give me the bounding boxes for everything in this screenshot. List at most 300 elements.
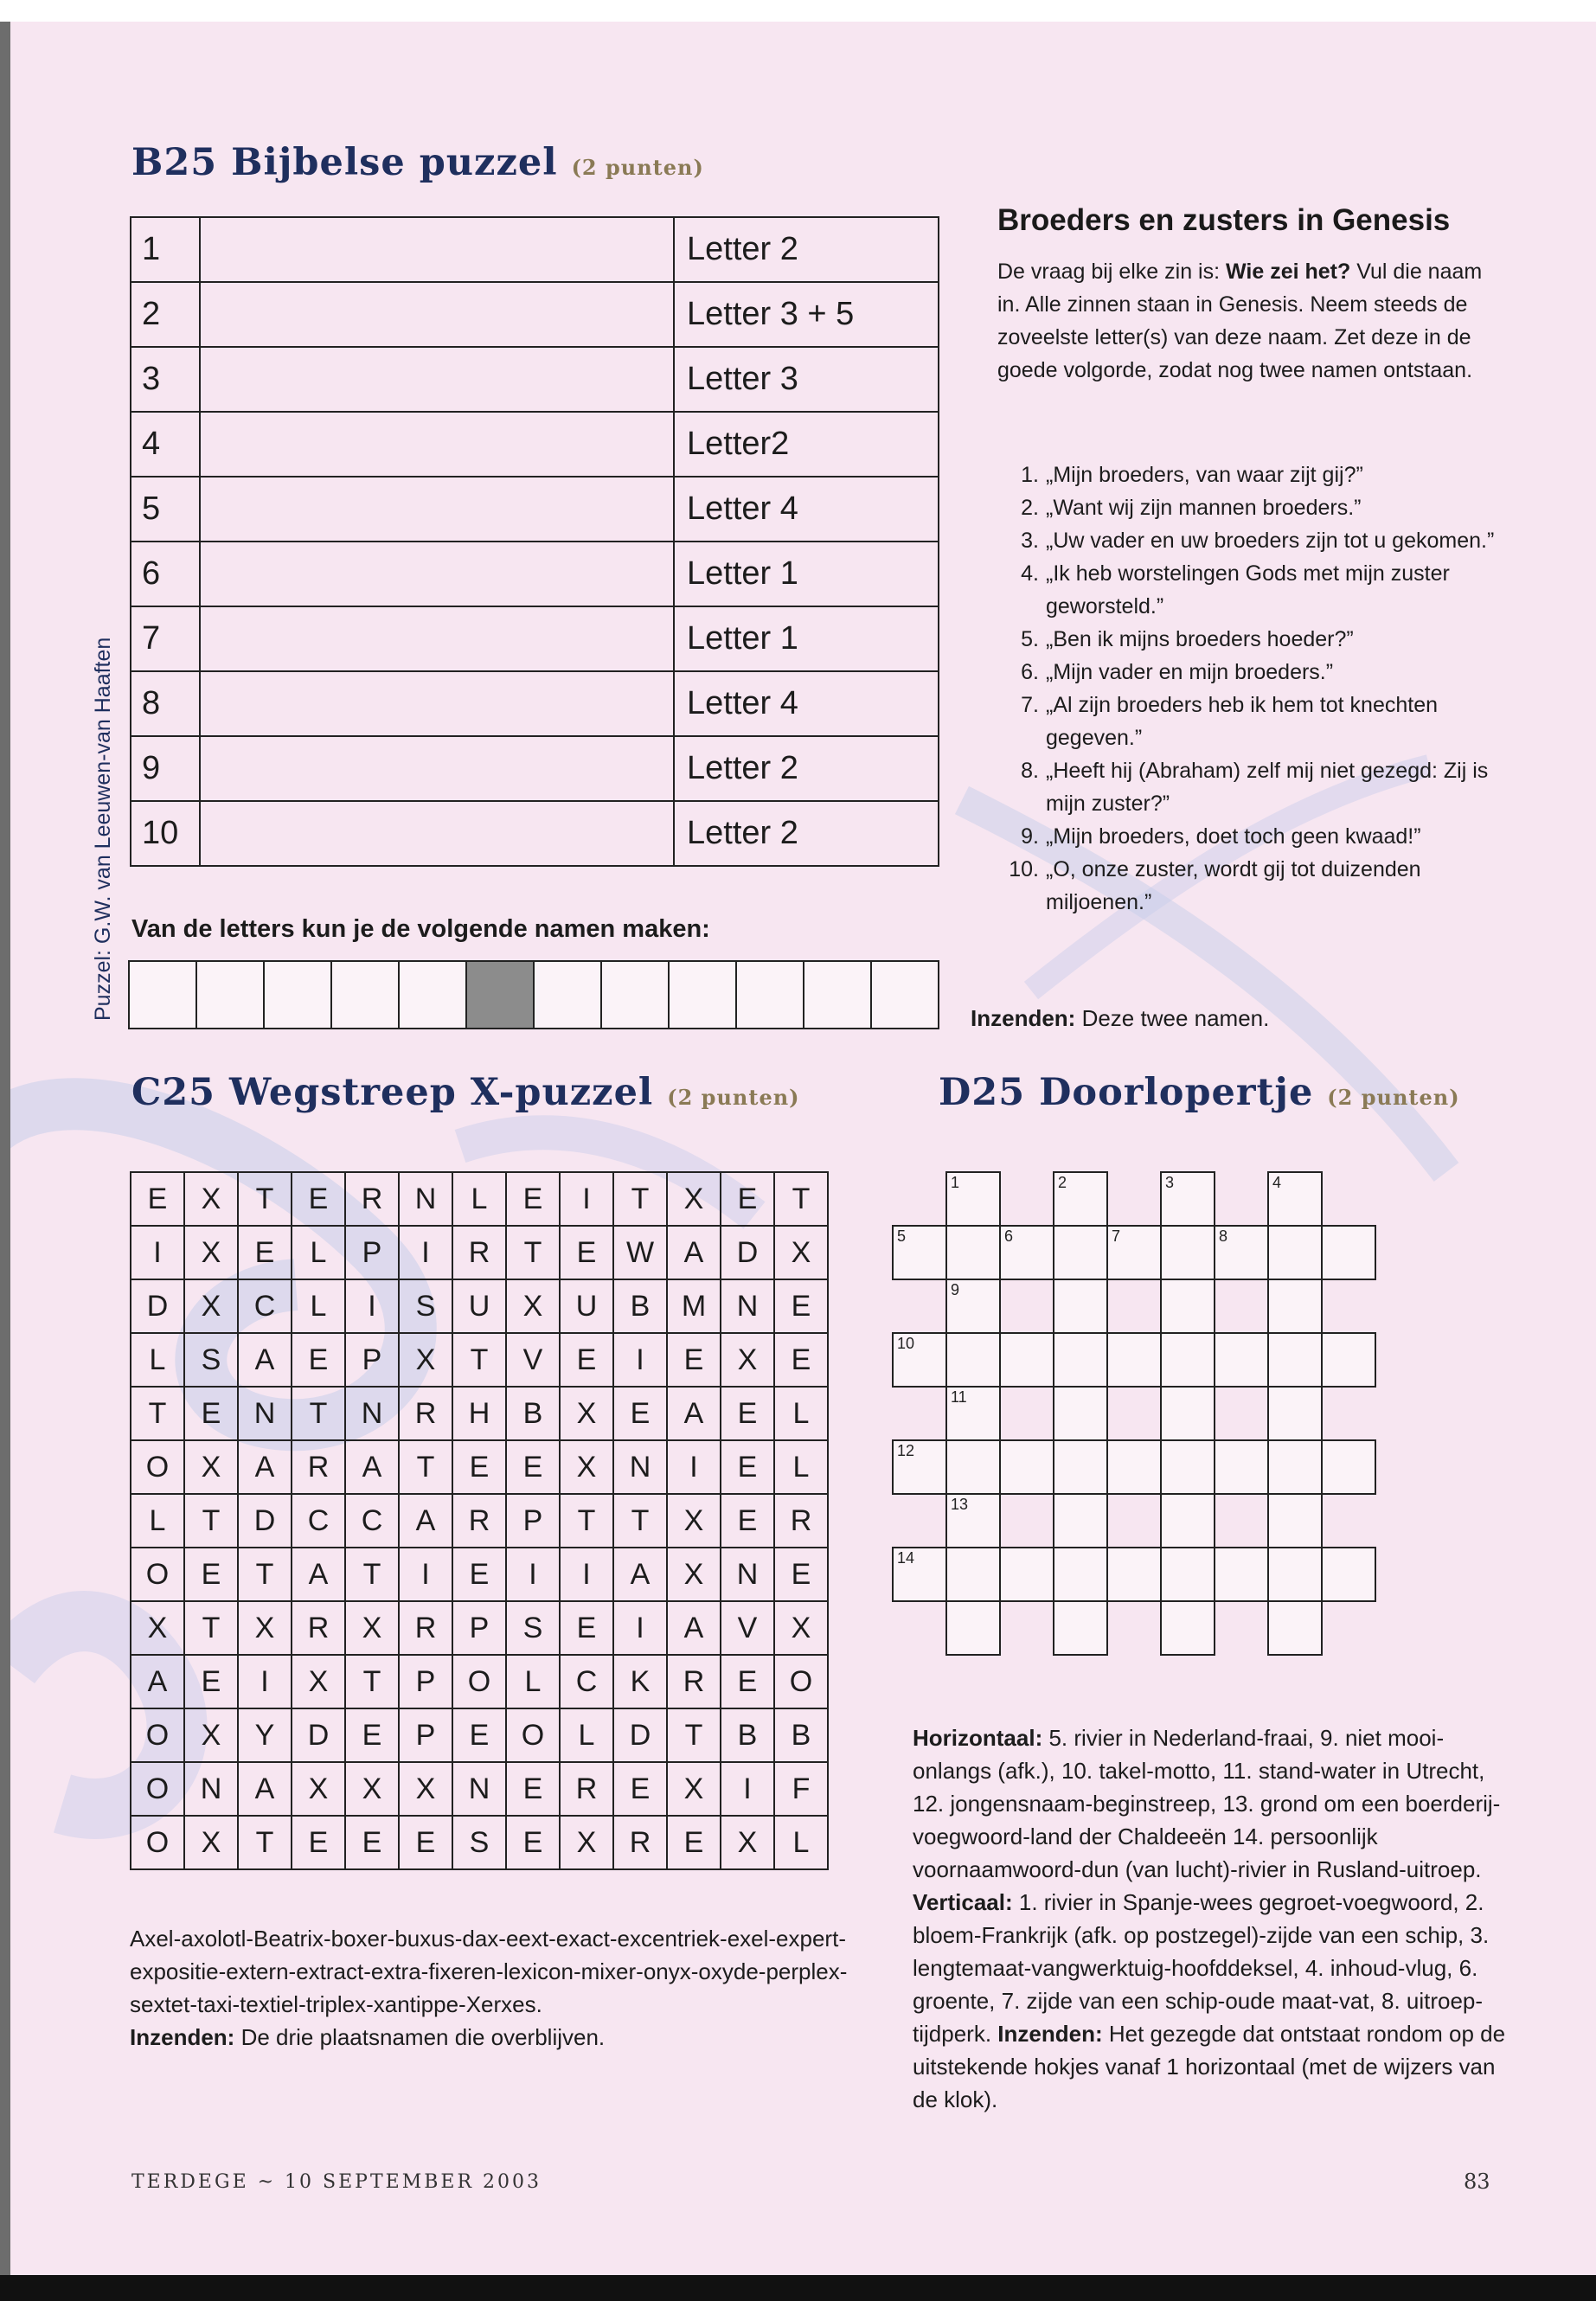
row-number: 3 — [131, 347, 200, 412]
d25-points: (2 punten) — [1327, 1085, 1460, 1110]
crossword-cell[interactable] — [1053, 1439, 1108, 1495]
c25-letter-grid — [130, 1171, 829, 1870]
crossword-cell[interactable] — [999, 1225, 1054, 1280]
crossword-cell[interactable] — [945, 1279, 1001, 1334]
b25-title: Bijbelse puzzel — [231, 141, 558, 184]
grid-letter-cell[interactable]: T — [238, 1816, 292, 1869]
name-box[interactable] — [735, 960, 804, 1029]
grid-letter-cell[interactable]: X — [560, 1387, 613, 1440]
crossword-cell[interactable] — [1160, 1171, 1215, 1227]
answer-cell[interactable] — [200, 412, 674, 477]
grid-letter-cell[interactable]: E — [238, 1226, 292, 1279]
name-box[interactable] — [128, 960, 197, 1029]
footer-publication: TERDEGE ~ 10 SEPTEMBER 2003 — [131, 2171, 542, 2193]
grid-letter-cell[interactable]: L — [131, 1494, 184, 1548]
grid-letter-cell[interactable]: T — [774, 1172, 828, 1226]
grid-row — [131, 1387, 828, 1440]
grid-letter-cell[interactable]: A — [399, 1494, 452, 1548]
crossword-cell[interactable] — [945, 1386, 1001, 1441]
grid-letter-cell[interactable]: X — [345, 1762, 399, 1816]
grid-row — [131, 1655, 828, 1708]
crossword-cell[interactable] — [999, 1332, 1054, 1388]
crossword-cell[interactable] — [1267, 1332, 1323, 1388]
crossword-cell[interactable] — [1214, 1547, 1269, 1602]
crossword-cell[interactable] — [1321, 1332, 1376, 1388]
crossword-cell[interactable] — [1053, 1332, 1108, 1388]
grid-letter-cell[interactable]: X — [560, 1440, 613, 1494]
grid-letter-cell[interactable]: O — [774, 1655, 828, 1708]
grid-letter-cell[interactable]: S — [506, 1601, 560, 1655]
grid-letter-cell[interactable]: D — [131, 1279, 184, 1333]
grid-letter-cell[interactable]: T — [184, 1494, 238, 1548]
grid-letter-cell[interactable]: E — [131, 1172, 184, 1226]
crossword-cell[interactable] — [945, 1332, 1001, 1388]
crossword-cell[interactable] — [1267, 1225, 1323, 1280]
grid-letter-cell[interactable]: T — [345, 1548, 399, 1601]
b25-row — [131, 412, 939, 477]
quote-number: 2. — [1021, 496, 1039, 520]
grid-letter-cell[interactable]: X — [560, 1816, 613, 1869]
grid-letter-cell[interactable]: X — [506, 1279, 560, 1333]
quote-text: „Mijn broeders, doet toch geen kwaad!” — [1046, 824, 1421, 849]
answer-cell[interactable] — [200, 477, 674, 542]
grid-letter-cell[interactable]: E — [721, 1440, 774, 1494]
crossword-cell[interactable] — [945, 1439, 1001, 1495]
clue-number: 3 — [1165, 1174, 1175, 1191]
crossword-cell[interactable] — [1321, 1225, 1376, 1280]
grid-letter-cell[interactable]: E — [774, 1279, 828, 1333]
crossword-cell[interactable] — [945, 1171, 1001, 1227]
grid-letter-cell[interactable]: T — [613, 1172, 667, 1226]
crossword-cell[interactable] — [892, 1547, 947, 1602]
grid-letter-cell[interactable]: I — [345, 1279, 399, 1333]
grid-letter-cell[interactable]: A — [345, 1440, 399, 1494]
grid-letter-cell[interactable]: N — [613, 1440, 667, 1494]
grid-letter-cell[interactable]: U — [452, 1279, 506, 1333]
name-separator-box — [465, 960, 535, 1029]
grid-letter-cell[interactable]: R — [452, 1226, 506, 1279]
grid-letter-cell[interactable]: E — [345, 1816, 399, 1869]
crossword-cell[interactable] — [1160, 1225, 1215, 1280]
crossword-cell[interactable] — [1053, 1225, 1108, 1280]
grid-letter-cell[interactable]: L — [774, 1816, 828, 1869]
grid-letter-cell[interactable]: C — [560, 1655, 613, 1708]
crossword-cell[interactable] — [1214, 1225, 1269, 1280]
grid-letter-cell[interactable]: E — [560, 1601, 613, 1655]
row-number: 1 — [131, 217, 200, 282]
grid-letter-cell[interactable]: E — [506, 1816, 560, 1869]
grid-letter-cell[interactable]: E — [560, 1226, 613, 1279]
grid-letter-cell[interactable]: A — [667, 1601, 721, 1655]
grid-letter-cell[interactable]: M — [667, 1279, 721, 1333]
grid-letter-cell[interactable]: E — [774, 1548, 828, 1601]
grid-letter-cell[interactable]: T — [292, 1387, 345, 1440]
grid-letter-cell[interactable]: V — [721, 1601, 774, 1655]
grid-letter-cell[interactable]: P — [399, 1708, 452, 1762]
grid-letter-cell[interactable]: I — [131, 1226, 184, 1279]
grid-letter-cell[interactable]: R — [292, 1440, 345, 1494]
grid-letter-cell[interactable]: A — [667, 1387, 721, 1440]
grid-letter-cell[interactable]: D — [292, 1708, 345, 1762]
crossword-cell[interactable] — [1053, 1171, 1108, 1227]
grid-letter-cell[interactable]: D — [721, 1226, 774, 1279]
grid-letter-cell[interactable]: K — [613, 1655, 667, 1708]
crossword-cell[interactable] — [892, 1439, 947, 1495]
grid-letter-cell[interactable]: U — [560, 1279, 613, 1333]
grid-letter-cell[interactable]: N — [721, 1548, 774, 1601]
crossword-cell[interactable] — [945, 1225, 1001, 1280]
grid-letter-cell[interactable]: L — [131, 1333, 184, 1387]
crossword-cell[interactable] — [1267, 1600, 1323, 1656]
grid-letter-cell[interactable]: E — [774, 1333, 828, 1387]
grid-letter-cell[interactable]: C — [238, 1279, 292, 1333]
grid-letter-cell[interactable]: E — [292, 1816, 345, 1869]
grid-letter-cell[interactable]: T — [399, 1440, 452, 1494]
b25-row — [131, 217, 939, 282]
name-box[interactable] — [533, 960, 602, 1029]
name-box[interactable] — [870, 960, 939, 1029]
grid-letter-cell[interactable]: D — [613, 1708, 667, 1762]
intro-question: Wie zei het? — [1226, 260, 1351, 284]
grid-letter-cell[interactable]: O — [131, 1708, 184, 1762]
grid-letter-cell[interactable]: X — [184, 1279, 238, 1333]
grid-letter-cell[interactable]: X — [292, 1762, 345, 1816]
clue-number: 1 — [951, 1174, 960, 1191]
grid-letter-cell[interactable]: S — [184, 1333, 238, 1387]
grid-letter-cell[interactable]: E — [506, 1172, 560, 1226]
grid-row — [131, 1226, 828, 1279]
grid-letter-cell[interactable]: O — [131, 1816, 184, 1869]
crossword-cell[interactable] — [1267, 1171, 1323, 1227]
grid-letter-cell[interactable]: N — [452, 1762, 506, 1816]
name-box[interactable] — [330, 960, 400, 1029]
clue-number: 8 — [1219, 1227, 1228, 1245]
crossword-cell[interactable] — [1214, 1439, 1269, 1495]
b25-answer-table — [130, 216, 939, 867]
grid-letter-cell[interactable]: E — [452, 1548, 506, 1601]
grid-letter-cell[interactable]: R — [452, 1494, 506, 1548]
grid-letter-cell[interactable]: X — [292, 1655, 345, 1708]
grid-letter-cell[interactable]: X — [184, 1172, 238, 1226]
answer-cell[interactable] — [200, 217, 674, 282]
clue-number: 4 — [1272, 1174, 1282, 1191]
quote-number: 4. — [1021, 561, 1039, 586]
grid-letter-cell[interactable]: P — [399, 1655, 452, 1708]
grid-letter-cell[interactable]: O — [506, 1708, 560, 1762]
crossword-cell[interactable] — [1160, 1439, 1215, 1495]
answer-cell[interactable] — [200, 801, 674, 866]
grid-row — [131, 1708, 828, 1762]
grid-letter-cell[interactable]: R — [560, 1762, 613, 1816]
quote-number: 6. — [1021, 660, 1039, 684]
grid-letter-cell[interactable]: I — [613, 1601, 667, 1655]
c25-points: (2 punten) — [667, 1085, 800, 1110]
name-box[interactable] — [803, 960, 872, 1029]
grid-letter-cell[interactable]: A — [667, 1226, 721, 1279]
grid-letter-cell[interactable]: E — [506, 1762, 560, 1816]
letter-hint: Letter 2 — [674, 736, 939, 801]
grid-letter-cell[interactable]: L — [774, 1387, 828, 1440]
crossword-cell[interactable] — [1053, 1386, 1108, 1441]
grid-letter-cell[interactable]: R — [774, 1494, 828, 1548]
grid-letter-cell[interactable]: B — [506, 1387, 560, 1440]
grid-letter-cell[interactable]: N — [721, 1279, 774, 1333]
grid-letter-cell[interactable]: P — [452, 1601, 506, 1655]
grid-letter-cell[interactable]: X — [667, 1548, 721, 1601]
grid-letter-cell[interactable]: E — [560, 1333, 613, 1387]
grid-letter-cell[interactable]: N — [399, 1172, 452, 1226]
quote-number: 1. — [1021, 463, 1039, 487]
grid-letter-cell[interactable]: P — [506, 1494, 560, 1548]
grid-letter-cell[interactable]: O — [131, 1548, 184, 1601]
grid-letter-cell[interactable]: T — [506, 1226, 560, 1279]
grid-letter-cell[interactable]: A — [238, 1762, 292, 1816]
grid-row — [131, 1494, 828, 1548]
grid-letter-cell[interactable]: E — [721, 1172, 774, 1226]
answer-cell[interactable] — [200, 606, 674, 671]
grid-letter-cell[interactable]: X — [345, 1601, 399, 1655]
grid-letter-cell[interactable]: B — [774, 1708, 828, 1762]
crossword-cell[interactable] — [1160, 1493, 1215, 1548]
grid-letter-cell[interactable]: I — [506, 1548, 560, 1601]
grid-letter-cell[interactable]: V — [506, 1333, 560, 1387]
answer-cell[interactable] — [200, 671, 674, 736]
grid-letter-cell[interactable]: F — [774, 1762, 828, 1816]
grid-letter-cell[interactable]: A — [613, 1548, 667, 1601]
grid-letter-cell[interactable]: S — [452, 1816, 506, 1869]
crossword-cell[interactable] — [1267, 1386, 1323, 1441]
grid-letter-cell[interactable]: L — [560, 1708, 613, 1762]
grid-letter-cell[interactable]: W — [613, 1226, 667, 1279]
crossword-cell[interactable] — [1267, 1493, 1323, 1548]
grid-letter-cell[interactable]: E — [613, 1387, 667, 1440]
crossword-cell[interactable] — [1106, 1225, 1162, 1280]
grid-row — [131, 1762, 828, 1816]
grid-letter-cell[interactable]: R — [399, 1387, 452, 1440]
crossword-cell[interactable] — [1267, 1547, 1323, 1602]
crossword-cell[interactable] — [1106, 1547, 1162, 1602]
crossword-cell[interactable] — [1106, 1332, 1162, 1388]
grid-letter-cell[interactable]: T — [667, 1708, 721, 1762]
grid-letter-cell[interactable]: E — [184, 1548, 238, 1601]
letter-hint: Letter 1 — [674, 606, 939, 671]
grid-letter-cell[interactable]: E — [452, 1708, 506, 1762]
grid-letter-cell[interactable]: E — [613, 1762, 667, 1816]
crossword-cell[interactable] — [892, 1225, 947, 1280]
grid-letter-cell[interactable]: T — [560, 1494, 613, 1548]
grid-letter-cell[interactable]: E — [721, 1655, 774, 1708]
grid-letter-cell[interactable]: T — [613, 1494, 667, 1548]
grid-row — [131, 1548, 828, 1601]
grid-letter-cell[interactable]: X — [667, 1172, 721, 1226]
grid-letter-cell[interactable]: H — [452, 1387, 506, 1440]
crossword-cell[interactable] — [945, 1493, 1001, 1548]
answer-cell[interactable] — [200, 282, 674, 347]
answer-cell[interactable] — [200, 542, 674, 606]
name-box[interactable] — [398, 960, 467, 1029]
grid-letter-cell[interactable]: I — [399, 1226, 452, 1279]
crossword-cell[interactable] — [1160, 1600, 1215, 1656]
grid-letter-cell[interactable]: N — [184, 1762, 238, 1816]
grid-letter-cell[interactable]: C — [345, 1494, 399, 1548]
crossword-cell[interactable] — [1053, 1493, 1108, 1548]
grid-letter-cell[interactable]: I — [560, 1548, 613, 1601]
b25-points: (2 punten) — [571, 155, 704, 180]
row-number: 7 — [131, 606, 200, 671]
grid-letter-cell[interactable]: X — [131, 1601, 184, 1655]
c25-heading — [131, 1071, 800, 1114]
grid-letter-cell[interactable]: X — [721, 1333, 774, 1387]
grid-letter-cell[interactable]: X — [774, 1601, 828, 1655]
clue-number: 10 — [897, 1335, 915, 1352]
crossword-cell[interactable] — [1321, 1547, 1376, 1602]
crossword-cell[interactable] — [1160, 1279, 1215, 1334]
crossword-cell[interactable] — [892, 1332, 947, 1388]
b25-row — [131, 347, 939, 412]
crossword-cell[interactable] — [999, 1547, 1054, 1602]
grid-letter-cell[interactable]: L — [292, 1226, 345, 1279]
crossword-cell[interactable] — [1053, 1547, 1108, 1602]
grid-letter-cell[interactable]: X — [721, 1816, 774, 1869]
name-box[interactable] — [668, 960, 737, 1029]
grid-letter-cell[interactable]: X — [184, 1816, 238, 1869]
grid-letter-cell[interactable]: O — [452, 1655, 506, 1708]
grid-letter-cell[interactable]: S — [399, 1279, 452, 1333]
quote-text: „Uw vader en uw broeders zijn tot u gekomen.” — [1046, 529, 1495, 553]
name-box[interactable] — [195, 960, 265, 1029]
grid-letter-cell[interactable]: T — [131, 1387, 184, 1440]
grid-letter-cell[interactable]: X — [774, 1226, 828, 1279]
grid-letter-cell[interactable]: E — [184, 1655, 238, 1708]
crossword-cell[interactable] — [1053, 1600, 1108, 1656]
grid-letter-cell[interactable]: R — [667, 1655, 721, 1708]
crossword-cell[interactable] — [945, 1600, 1001, 1656]
grid-letter-cell[interactable]: X — [399, 1333, 452, 1387]
grid-letter-cell[interactable]: A — [131, 1655, 184, 1708]
crossword-cell[interactable] — [1321, 1439, 1376, 1495]
grid-letter-cell[interactable]: E — [292, 1333, 345, 1387]
crossword-cell[interactable] — [999, 1439, 1054, 1495]
grid-letter-cell[interactable]: L — [506, 1655, 560, 1708]
grid-letter-cell[interactable]: I — [560, 1172, 613, 1226]
grid-letter-cell[interactable]: I — [399, 1548, 452, 1601]
row-number: 10 — [131, 801, 200, 866]
grid-letter-cell[interactable]: E — [667, 1333, 721, 1387]
letter-hint: Letter 1 — [674, 542, 939, 606]
grid-letter-cell[interactable]: T — [184, 1601, 238, 1655]
intro-part-a: De vraag bij elke zin is: — [997, 260, 1227, 284]
quote-item — [997, 458, 1499, 491]
crossword-cell[interactable] — [1053, 1279, 1108, 1334]
crossword-cell[interactable] — [1160, 1547, 1215, 1602]
grid-letter-cell[interactable]: I — [667, 1440, 721, 1494]
grid-letter-cell[interactable]: X — [184, 1226, 238, 1279]
letter-hint: Letter 4 — [674, 477, 939, 542]
grid-letter-cell[interactable]: R — [399, 1601, 452, 1655]
grid-letter-cell[interactable]: A — [292, 1548, 345, 1601]
grid-letter-cell[interactable]: E — [721, 1387, 774, 1440]
grid-letter-cell[interactable]: N — [345, 1387, 399, 1440]
b25-row — [131, 282, 939, 347]
grid-letter-cell[interactable]: X — [184, 1708, 238, 1762]
grid-letter-cell[interactable]: A — [238, 1333, 292, 1387]
grid-letter-cell[interactable]: L — [292, 1279, 345, 1333]
grid-letter-cell[interactable]: E — [399, 1816, 452, 1869]
grid-letter-cell[interactable]: T — [238, 1548, 292, 1601]
grid-letter-cell[interactable]: X — [238, 1601, 292, 1655]
crossword-cell[interactable] — [1160, 1332, 1215, 1388]
d25-code: D25 — [939, 1071, 1026, 1114]
grid-letter-cell[interactable]: X — [399, 1762, 452, 1816]
grid-letter-cell[interactable]: P — [345, 1333, 399, 1387]
crossword-cell[interactable] — [945, 1547, 1001, 1602]
letter-hint: Letter 3 + 5 — [674, 282, 939, 347]
grid-letter-cell[interactable]: X — [184, 1440, 238, 1494]
crossword-cell[interactable] — [1106, 1439, 1162, 1495]
grid-letter-cell[interactable]: E — [184, 1387, 238, 1440]
answer-cell[interactable] — [200, 736, 674, 801]
grid-letter-cell[interactable]: P — [345, 1226, 399, 1279]
grid-letter-cell[interactable]: I — [613, 1333, 667, 1387]
grid-letter-cell[interactable]: L — [452, 1172, 506, 1226]
name-box[interactable] — [600, 960, 670, 1029]
grid-letter-cell[interactable]: N — [238, 1387, 292, 1440]
grid-letter-cell[interactable]: A — [238, 1440, 292, 1494]
grid-letter-cell[interactable]: O — [131, 1762, 184, 1816]
grid-letter-cell[interactable]: T — [345, 1655, 399, 1708]
name-box[interactable] — [263, 960, 332, 1029]
grid-letter-cell[interactable]: T — [452, 1333, 506, 1387]
letter-hint: Letter 3 — [674, 347, 939, 412]
answer-cell[interactable] — [200, 347, 674, 412]
row-number: 2 — [131, 282, 200, 347]
grid-letter-cell[interactable]: R — [292, 1601, 345, 1655]
grid-letter-cell[interactable]: E — [506, 1440, 560, 1494]
grid-letter-cell[interactable]: D — [238, 1494, 292, 1548]
grid-letter-cell[interactable]: O — [131, 1440, 184, 1494]
grid-row — [131, 1279, 828, 1333]
grid-letter-cell[interactable]: I — [721, 1762, 774, 1816]
grid-letter-cell[interactable]: E — [452, 1440, 506, 1494]
intro-part-b: Vul die naam in. Alle zinnen staan in Genesis. Neem steeds de zoveelste letter(s) van deze naam. Zet deze in de goede volgorde, zodat nog twee namen ontstaan. — [997, 260, 1483, 382]
grid-letter-cell[interactable]: R — [345, 1172, 399, 1226]
grid-letter-cell[interactable]: X — [667, 1494, 721, 1548]
grid-letter-cell[interactable]: E — [667, 1816, 721, 1869]
quote-item — [997, 754, 1499, 820]
quote-item — [997, 623, 1499, 656]
quote-item — [997, 689, 1499, 754]
grid-letter-cell[interactable]: B — [721, 1708, 774, 1762]
crossword-cell[interactable] — [1267, 1439, 1323, 1495]
grid-letter-cell[interactable]: X — [667, 1762, 721, 1816]
grid-letter-cell[interactable]: L — [774, 1440, 828, 1494]
quote-item — [997, 524, 1499, 557]
crossword-cell[interactable] — [1214, 1332, 1269, 1388]
grid-letter-cell[interactable]: I — [238, 1655, 292, 1708]
grid-letter-cell[interactable]: E — [292, 1172, 345, 1226]
grid-letter-cell[interactable]: Y — [238, 1708, 292, 1762]
grid-letter-cell[interactable]: E — [721, 1494, 774, 1548]
crossword-cell[interactable] — [1160, 1386, 1215, 1441]
grid-letter-cell[interactable]: T — [238, 1172, 292, 1226]
quote-number: 3. — [1021, 529, 1039, 553]
clue-number: 7 — [1112, 1227, 1121, 1245]
grid-letter-cell[interactable]: E — [345, 1708, 399, 1762]
grid-letter-cell[interactable]: C — [292, 1494, 345, 1548]
crossword-cell[interactable] — [1267, 1279, 1323, 1334]
grid-letter-cell[interactable]: B — [613, 1279, 667, 1333]
grid-letter-cell[interactable]: R — [613, 1816, 667, 1869]
